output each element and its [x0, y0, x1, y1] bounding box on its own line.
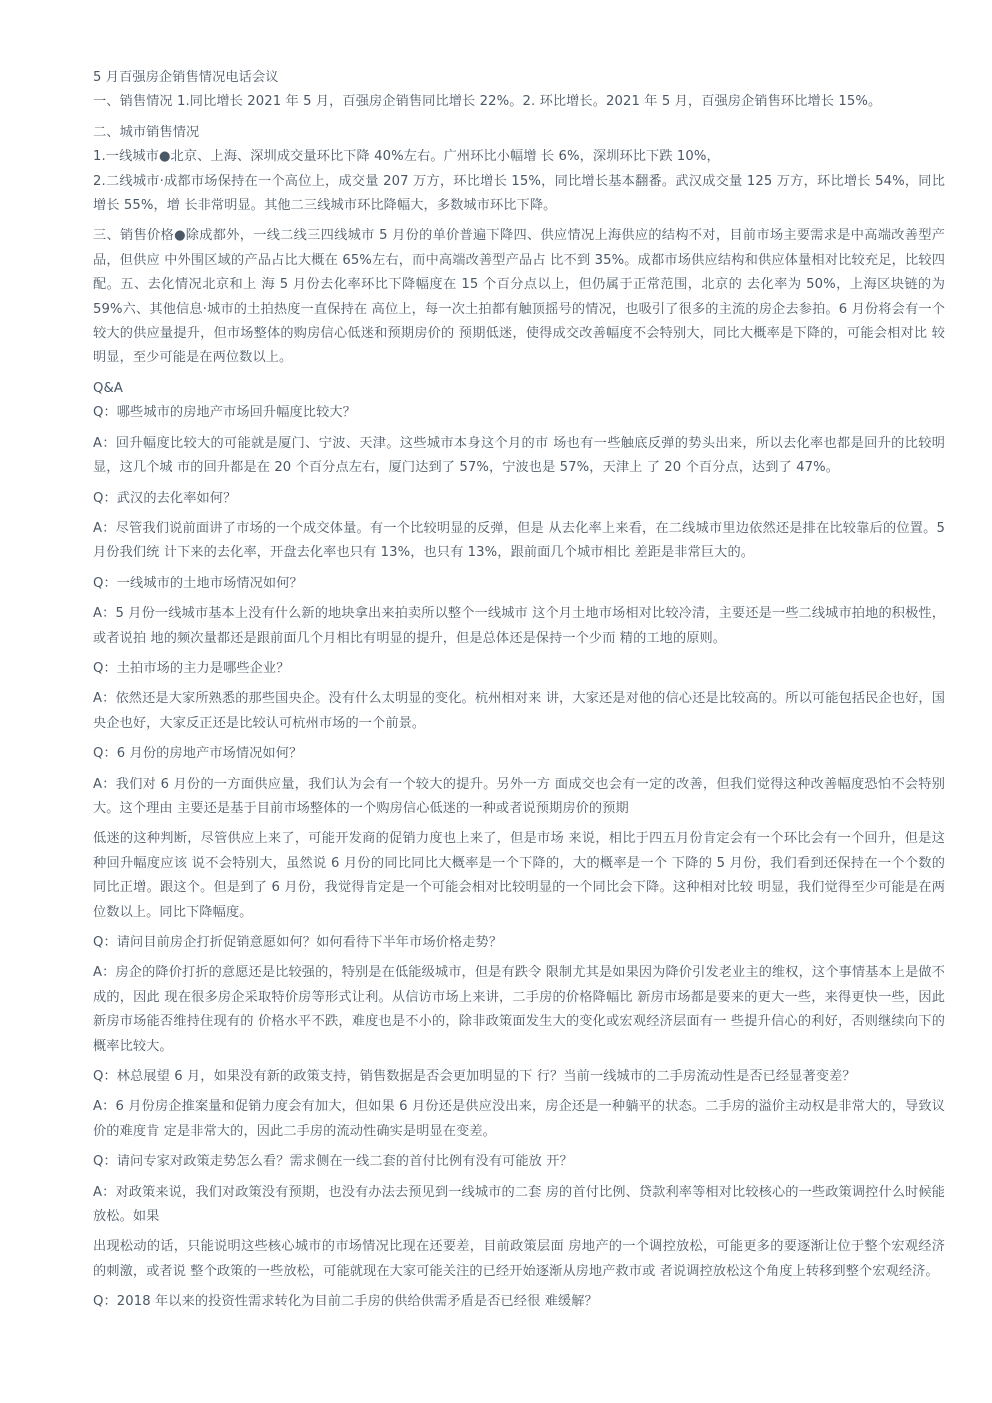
question: Q：一线城市的土地市场情况如何？	[93, 575, 303, 591]
question: Q：林总展望 6 月，如果没有新的政策支持，销售数据是否会更加明显的下 行？当前一线城市的二手房流动性是否已经显著变差？	[93, 1069, 856, 1085]
paragraph: 1.一线城市●北京、上海、深圳成交量环比下降 40%左右。广州环比小幅增 长 6%，深圳环比下跌 10%，	[93, 149, 720, 165]
document-title: 5 月百强房企销售情况电话会议	[93, 70, 279, 85]
question: Q：请问专家对政策走势怎么看？需求侧在一线二套的首付比例有没有可能放 开？	[93, 1154, 573, 1170]
paragraph: 2.二线城市·成都市场保持在一个高位上，成交量 207 万方，环比增长 15%，同比增长基本翻番。武汉成交量 125 万方，环比增长 54%，同比增长 55%，增 长非常明显。其他二三线城市环比降幅大，多数城市环比下降。	[93, 173, 945, 214]
question: Q：2018 年以来的投资性需求转化为目前二手房的供给供需矛盾是否已经很 难缓解？	[93, 1294, 598, 1310]
answer: A：回升幅度比较大的可能就是厦门、宁波、天津。这些城市本身这个月的市 场也有一些触底反弹的势头出来，所以去化率也都是回升的比较明显，这几个城 市的回升都是在 20 个百分点左右，厦门达到了 57%，宁波也是 57%，天津上 了 20 个百分点，达到了 47%。	[93, 435, 945, 476]
question: Q：土拍市场的主力是哪些企业？	[93, 660, 290, 676]
answer: A：对政策来说，我们对政策没有预期，也没有办法去预见到一线城市的二套 房的首付比例、贷款利率等相对比较核心的一些政策调控什么时候能放松。如果	[93, 1184, 945, 1225]
question: Q：哪些城市的房地产市场回升幅度比较大？	[93, 405, 356, 421]
answer: A：尽管我们说前面讲了市场的一个成交体量。有一个比较明显的反弹，但是 从去化率上来看，在二线城市里边依然还是排在比较靠后的位置。5 月份我们统 计下来的去化率，开盘去化率也只有 13%，也只有 13%，跟前面几个城市相比 差距是非常巨大的。	[93, 520, 950, 561]
section-heading: Q&A	[93, 380, 123, 396]
answer-continued: 低迷的这种判断，尽管供应上来了，可能开发商的促销力度也上来了，但是市场 来说，相比于四五月份肯定会有一个环比会有一个回升，但是这种回升幅度应该 说不会特别大，虽然说 6 月份的同比同比大概率是一个下降的，大的概率是一个 下降的 5 月份，我们看到还保持在一个个数的同比正增。跟这个。但是到了 6 月份，我觉得肯定是一个可能会相对比较明显的一个同比会下降。这种相对比较 明显，我们觉得至少可能是在两位数以上。同比下降幅度。	[93, 831, 945, 920]
answer: A：6 月份房企推案量和促销力度会有加大，但如果 6 月份还是供应没出来，房企还是一种躺平的状态。二手房的溢价主动权是非常大的，导致议价的难度肯 定是非常大的，因此二手房的流动性确实是明显在变差。	[93, 1099, 945, 1139]
document-body	[93, 66, 950, 1321]
answer: A：我们对 6 月份的一方面供应量，我们认为会有一个较大的提升。另外一方 面成交也会有一定的改善，但我们觉得这种改善幅度恐怕不会特别大。这个理由 主要还是基于目前市场整体的一个购房信心低迷的一种或者说预期房价的预期	[93, 776, 945, 816]
answer: A：房企的降价打折的意愿还是比较强的，特别是在低能级城市，但是有跌令 限制尤其是如果因为降价引发老业主的维权，这个事情基本上是做不成的，因此 现在很多房企采取特价房等形式让利。从信访市场上来讲，二手房的价格降幅比 新房市场都是要来的更大一些，来得更快一些，因此新房市场能否维持住现有的 价格水平不跌，难度也是不小的，除非政策面发生大的变化或宏观经济层面有一 些提升信心的利好，否则继续向下的概率比较大。	[93, 965, 945, 1054]
answer: A：依然还是大家所熟悉的那些国央企。没有什么太明显的变化。杭州相对来 讲，大家还是对他的信心还是比较高的。所以可能包括民企也好，国央企也好，大家反正还是比较认可杭州市场的一个前景。	[93, 691, 945, 731]
paragraph: 一、销售情况 1.同比增长 2021 年 5 月，百强房企销售同比增长 22%。2. 环比增长。2021 年 5 月，百强房企销售环比增长 15%。	[93, 94, 882, 110]
question: Q：6 月份的房地产市场情况如何？	[93, 746, 303, 762]
question: Q：请问目前房企打折促销意愿如何？如何看待下半年市场价格走势？	[93, 935, 503, 950]
section-heading: 二、城市销售情况	[93, 124, 200, 140]
paragraph: 三、销售价格●除成都外，一线二线三四线城市 5 月份的单价普遍下降四、供应情况上海供应的结构不对，目前市场主要需求是中高端改善型产品，但供应 中外围区域的产品占比大概在 65%左右，而中高端改善型产品占 比不到 35%。成都市场供应结构和供应体量相对比较充足，比较四配。五、去化情况北京和上 海 5 月份去化率环比下降幅度在 15 个百分点以上，但仍属于正常范围，北京的 去化率为 50%，上海区块链的为 59%六、其他信息·城市的土拍热度一直保持在 高位上，每一次土拍都有触顶摇号的情况，也吸引了很多的主流的房企去参拍。6 月份将会有一个较大的供应量提升，但市场整体的购房信心低迷和预期房价的 预期低迷，使得成交改善幅度不会特别大，同比大概率是下降的，可能会相对比 较明显，至少可能是在两位数以上。	[93, 228, 950, 366]
question: Q：武汉的去化率如何？	[93, 490, 237, 506]
answer-continued: 出现松动的话，只能说明这些核心城市的市场情况比现在还要差，目前政策层面 房地产的一个调控放松，可能更多的要逐渐让位于整个宏观经济的刺激，或者说 整个政策的一些放松，可能就现在大家可能关注的已经开始逐渐从房地产救市或 者说调控放松这个角度上转移到整个宏观经济。	[93, 1239, 945, 1279]
answer: A：5 月份一线城市基本上没有什么新的地块拿出来拍卖所以整个一线城市 这个月土地市场相对比较冷清，主要还是一些二线城市拍地的积极性，或者说拍 地的频次量都还是跟前面几个月相比有明显的提升，但是总体还是保持一个少而 精的工地的原则。	[93, 606, 945, 646]
